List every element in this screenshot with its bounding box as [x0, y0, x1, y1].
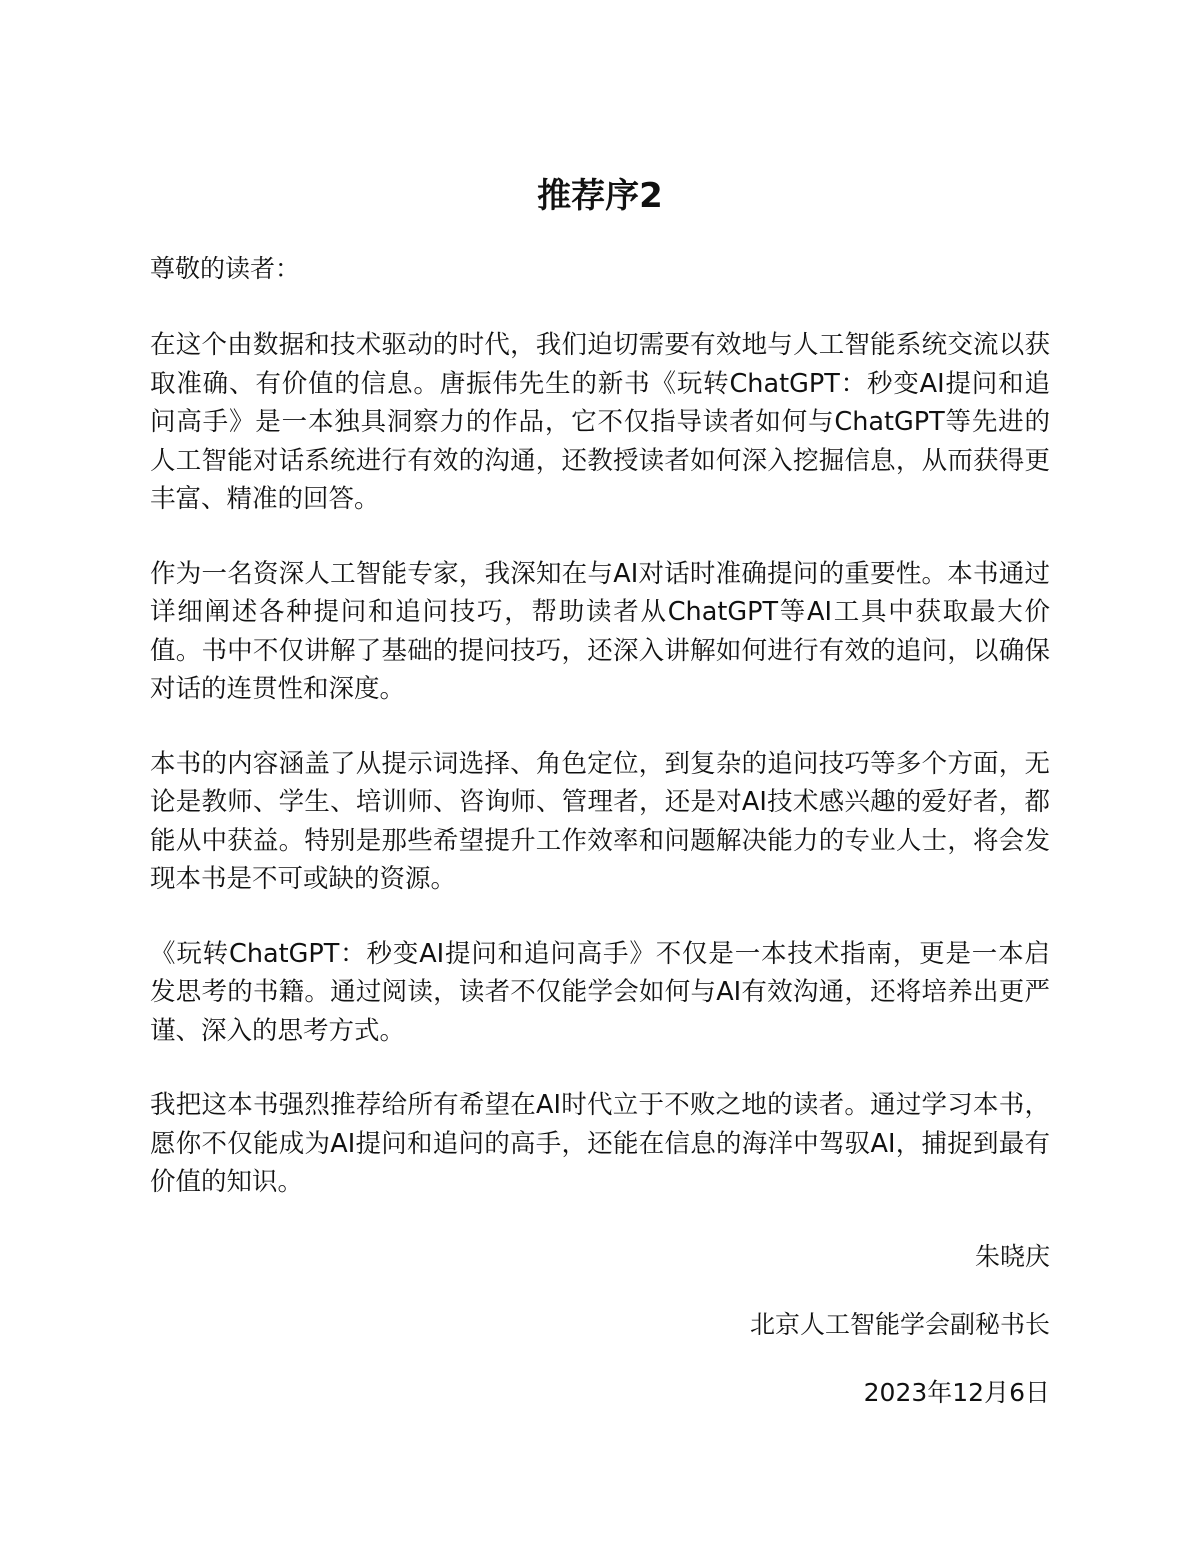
document-page	[150, 170, 1050, 1442]
salutation: 尊敬的读者：	[150, 254, 301, 283]
paragraph-4: 《玩转ChatGPT：秒变AI提问和追问高手》不仅是一本技术指南，更是一本启发思考的书籍。通过阅读，读者不仅能学会如何与AI有效沟通，还将培养出更严谨、深入的思考方式。	[150, 938, 1050, 1046]
paragraph-1: 在这个由数据和技术驱动的时代，我们迫切需要有效地与人工智能系统交流以获取准确、有价值的信息。唐振伟先生的新书《玩转ChatGPT：秒变AI提问和追问高手》是一本独具洞察力的作品，它不仅指导读者如何与ChatGPT等先进的人工智能对话系统进行有效的沟通，还教授读者如何深入挖掘信息，从而获得更丰富、精准的回答。	[150, 330, 1050, 514]
paragraph-5: 我把这本书强烈推荐给所有希望在AI时代立于不败之地的读者。通过学习本书，愿你不仅能成为AI提问和追问的高手，还能在信息的海洋中驾驭AI，捕捉到最有价值的知识。	[150, 1090, 1050, 1197]
paragraph-2: 作为一名资深人工智能专家，我深知在与AI对话时准确提问的重要性。本书通过详细阐述各种提问和追问技巧，帮助读者从ChatGPT等AI工具中获取最大价值。书中不仅讲解了基础的提问技巧，还深入讲解如何进行有效的追问，以确保对话的连贯性和深度。	[150, 558, 1050, 704]
signature-date: 2023年12月6日	[863, 1377, 1050, 1407]
signature-position: 北京人工智能学会副秘书长	[749, 1309, 1050, 1339]
signature-block	[150, 1238, 1050, 1412]
paragraph-3: 本书的内容涵盖了从提示词选择、角色定位，到复杂的追问技巧等多个方面，无论是教师、学生、培训师、咨询师、管理者，还是对AI技术感兴趣的爱好者，都能从中获益。特别是那些希望提升工作效率和问题解决能力的专业人士，将会发现本书是不可或缺的资源。	[150, 748, 1050, 894]
signature-name: 朱晓庆	[974, 1241, 1050, 1271]
page-title: 推荐序2	[537, 176, 663, 216]
